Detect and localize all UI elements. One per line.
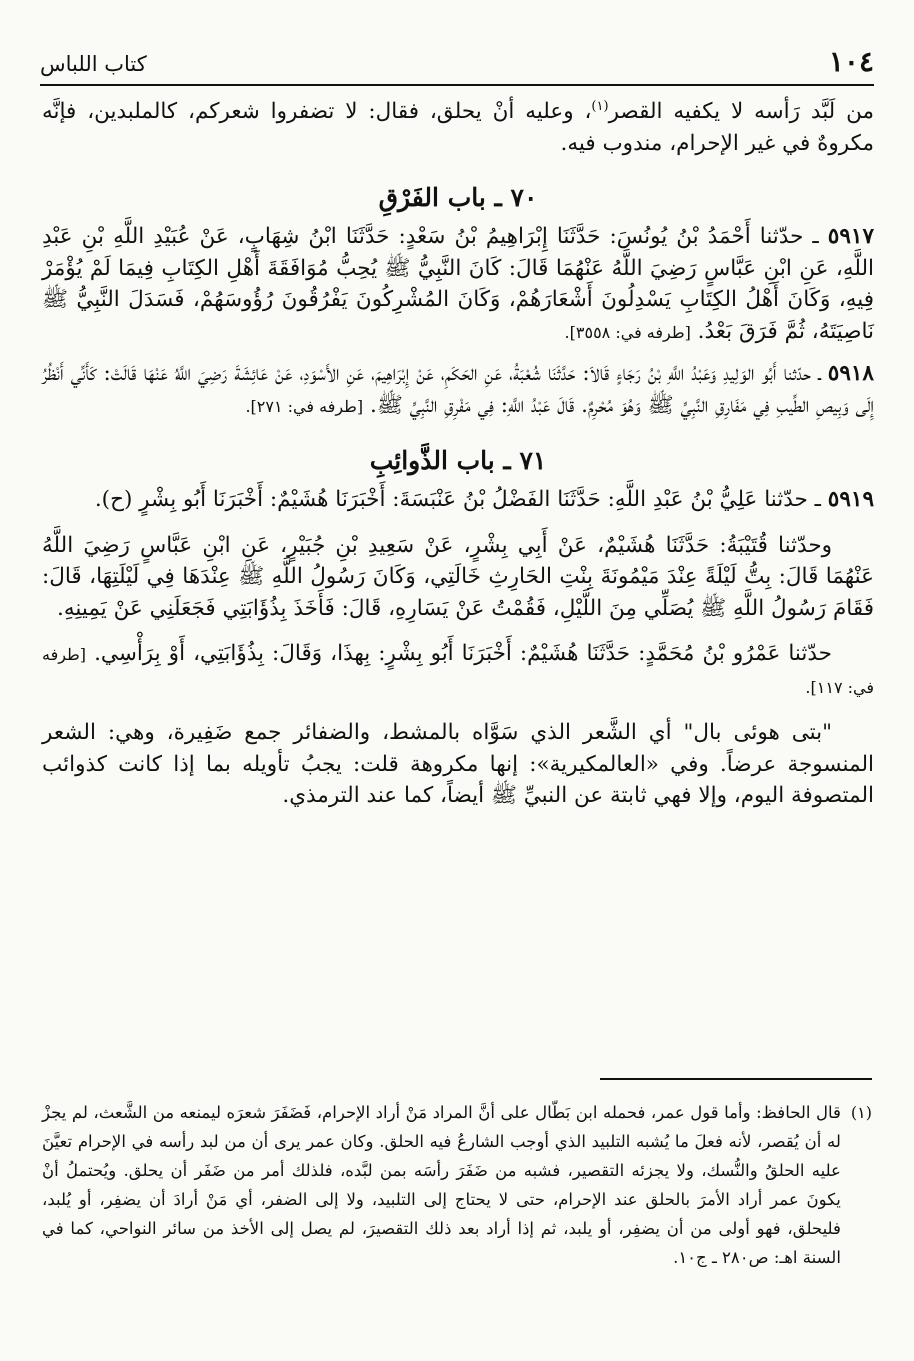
chapter-70-heading: ٧٠ ـ باب الفَرْقِ	[378, 183, 538, 212]
main-text	[42, 96, 874, 812]
hadith-chain-qutayba: وحدّثنا قُتَيْبَةُ: حَدَّثَنَا هُشَيْمٌ، عَنْ أَبِي بِشْرٍ، عَنْ سَعِيدِ بْنِ جُبَيْرٍ، عَنِ ابْنِ عَبَّاسٍ رَضِيَ اللَّهُ عَنْهُمَا قَالَ: بِتُّ لَيْلَةً عِنْدَ مَيْمُونَةَ بِنْتِ الحَارِثِ خَالَتِي، وَكَانَ رَسُولُ اللَّهِ ﷺ عِنْدَهَا فِي لَيْلَتِهَا، قَالَ: فَقَامَ رَسُولُ اللَّهِ ﷺ يُصَلِّي مِنَ اللَّيْلِ، فَقُمْتُ عَنْ يَسَارِهِ، قَالَ: فَأَخَذَ بِذُؤَابَتِي فَجَعَلَنِي عَنْ يَمِينِهِ.	[42, 532, 874, 621]
hadith-5919	[42, 484, 874, 516]
hadith-5917	[42, 221, 874, 348]
hadith-number: ٥٩١٧	[827, 224, 874, 249]
hadith-text: حدّثنا عَمْرُو بْنُ مُحَمَّدٍ: حَدَّثَنَا هُشَيْمٌ: أَخْبَرَنَا أَبُو بِشْرٍ: بِهذَا، وَقَالَ: بِذُؤَابَتِي، أَوْ بِرَأْسِي.	[94, 641, 832, 666]
intro-paragraph	[42, 96, 874, 159]
book-title: كتاب اللباس	[40, 52, 147, 76]
hadith-5918	[42, 358, 874, 422]
hadith-text: ـ حدّثنا أَحْمَدُ بْنُ يُونُسَ: حَدَّثَنَا إِبْرَاهِيمُ بْنُ سَعْدٍ: حَدَّثَنَا ابْنُ شِهَابٍ، عَنْ عُبَيْدِ اللَّهِ بْنِ عَبْدِ اللَّهِ، عَنِ ابْنِ عَبَّاسٍ رَضِيَ اللَّهُ عَنْهُمَا قَالَ: كَانَ النَّبِيُّ ﷺ يُحِبُّ مُوَافَقَةَ أَهْلِ الكِتَابِ فِيمَا لَمْ يُؤْمَرْ فِيهِ، وَكَانَ أَهْلُ الكِتَابِ يَسْدِلُونَ أَشْعَارَهُمْ، وَكَانَ المُشْرِكُونَ يَفْرُقُونَ رُؤُوسَهُمْ، فَسَدَلَ النَّبِيُّ ﷺ نَاصِيَتَهُ، ثُمَّ فَرَقَ بَعْدُ.	[42, 224, 874, 344]
chapter-71-heading: ٧١ ـ باب الذَّوائِبِ	[369, 446, 547, 475]
running-header	[40, 44, 874, 86]
footnote-reference: (١)	[591, 98, 609, 114]
footnote-marker: (١)	[850, 1103, 872, 1122]
hadith-number: ٥٩١٩	[827, 487, 874, 512]
intro-text: من لَبَّد رَأسه لا يكفيه القصر	[608, 99, 874, 124]
cross-reference: [طرفه في: ٣٥٥٨].	[564, 322, 691, 342]
hadith-chain-amr	[42, 638, 874, 703]
footnotes	[42, 1098, 872, 1272]
cross-reference: [طرفه في: ٢٧١].	[245, 396, 364, 416]
hadith-text: ـ حدّثنا أَبُو الوَلِيدِ وَعَبْدُ اللَّهِ بْنُ رَجَاءٍ قَالاَ: حَدَّثَنَا شُعْبَةُ، عَنِ الحَكَمِ، عَنْ إِبْرَاهِيمَ، عَنِ الأَسْوَدِ، عَنْ عَائِشَةَ رَضِيَ اللَّهُ عَنْهَا قَالَتْ: كَأَنِّي أَنْظُرُ إِلَى وَبِيصِ الطِّيبِ فِي مَفَارِقِ النَّبِيِّ ﷺ وَهُوَ مُحْرِمٌ. قَالَ عَبْدُ اللَّهِ: فِي مَفْرِقِ النَّبِيِّ ﷺ.	[42, 361, 874, 418]
page-number: ١٠٤	[828, 45, 874, 78]
intro-text-continued: ، وعليه أنْ يحلق، فقال: لا تضفروا شعركم، كالملبدين، فإنَّه مكروهٌ في غير الإحرام، مندوب فيه.	[42, 99, 874, 156]
footnote-text: قال الحافظ: وأما قول عمر، فحمله ابن بَطّال على أنَّ المراد مَنْ أراد الإحرام، فَضَفَرَ شعرَه ليمنعه من الشَّعث، لم يجزْ له أن يُقصر، لأنه فعلَ ما يُشبه التلبيد الذي أوجب الشارعُ فيه الحلق. وكان عمر يرى أن من لبد رأسه في الإحرام تعيَّنَ عليه الحلقُ والنُّسك، ولا يجزئه التقصير، فشبه من ضَفَرَ رأسَه بمن لبَّده، فلذلك أمر من ضَفَر أن يحلق. ويُحتملُ أنْ يكونَ عمر أراد الأمرَ بالحلق عند الإحرام، حتى لا يحتاج إلى التلبيد، ولا إلى الضفر، أي مَنْ أرادَ أن يضفِر، أو يُلبد، فليحلق، فهو أولى من أن يضفِر، أو يلبد، ثم إذا أراد بعد ذلك التقصيرَ، لم يصل إلى الأخذ من سائر النواحي، كما في السنة اهـ: ص٢٨٠ ـ ج١٠.	[42, 1103, 841, 1267]
footnote-separator	[600, 1078, 872, 1080]
hadith-number: ٥٩١٨	[827, 361, 874, 386]
hadith-text: ـ حدّثنا عَلِيُّ بْنُ عَبْدِ اللَّهِ: حَدَّثَنَا الفَضْلُ بْنُ عَنْبَسَةَ: أَخْبَرَنَا هُشَيْمٌ: أَخْبَرَنَا أَبُو بِشْرٍ (ح).	[94, 487, 821, 512]
cross-reference: [طرفه في: ١١٧].	[42, 645, 874, 697]
commentary-paragraph: "بتى هوئى بال" أي الشَّعر الذي سَوَّاه بالمشط، والضفائر جمع ضَفِيرة، وهي: الشعر المنسوجة عرضاً. وفي «العالمكيرية»: إنها مكروهة قلت: يجبُ تأويله بما إذا كانت كذوائب المتصوفة اليوم، وإلا فهي ثابتة عن النبيِّ ﷺ أيضاً، كما عند الترمذي.	[42, 720, 874, 808]
